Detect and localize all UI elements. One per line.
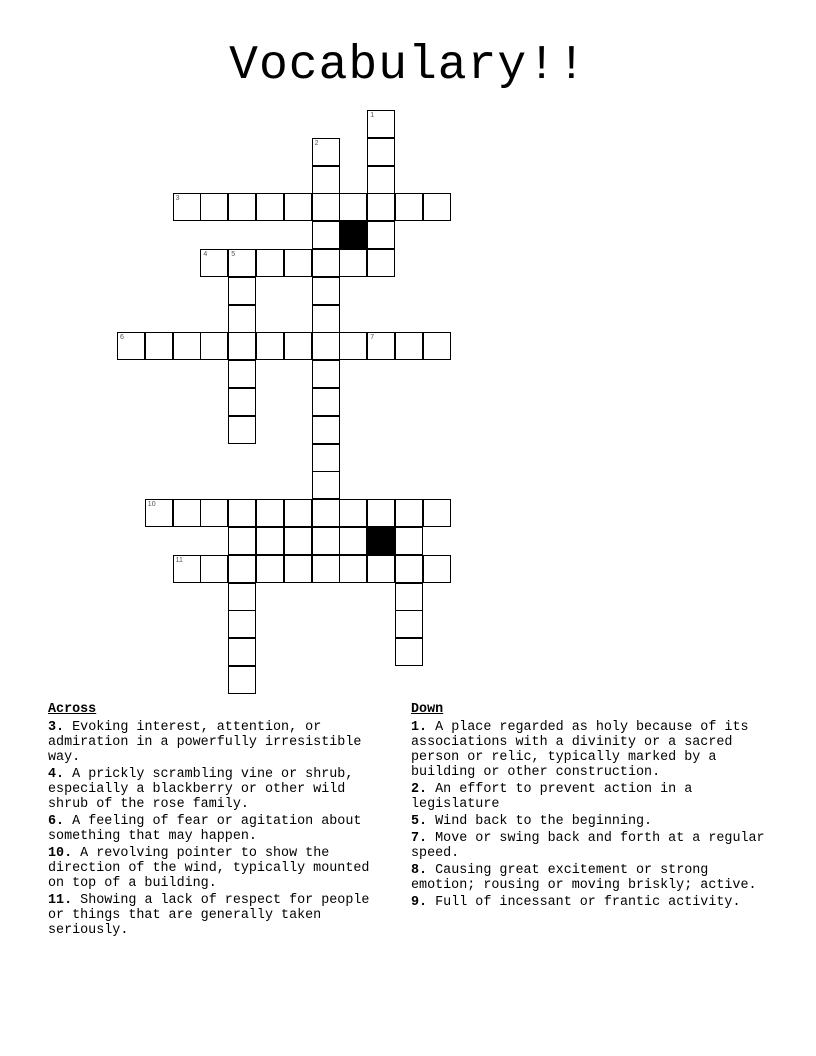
crossword-cell[interactable]	[200, 499, 228, 527]
clue-number: 3.	[48, 720, 65, 735]
down-clues	[411, 702, 771, 912]
clue-number: 2.	[411, 782, 428, 797]
crossword-cell[interactable]	[423, 193, 451, 221]
across-clue	[48, 846, 388, 891]
crossword-cell[interactable]	[367, 499, 395, 527]
crossword-cell[interactable]	[367, 221, 395, 249]
crossword-cell[interactable]	[395, 555, 423, 583]
clue-number-label: 3	[175, 195, 180, 203]
crossword-cell[interactable]	[367, 332, 395, 360]
crossword-cell[interactable]	[284, 499, 312, 527]
down-clue	[411, 831, 771, 861]
crossword-cell[interactable]	[339, 499, 367, 527]
crossword-cell[interactable]	[395, 583, 423, 611]
crossword-cell[interactable]	[312, 305, 340, 333]
crossword-cell[interactable]	[395, 527, 423, 555]
crossword-cell[interactable]	[339, 555, 367, 583]
crossword-cell[interactable]	[339, 193, 367, 221]
crossword-cell[interactable]	[228, 638, 256, 666]
crossword-cell[interactable]	[312, 527, 340, 555]
clue-text: A prickly scrambling vine or shrub, especially a blackberry or other wild shrub of the rose family.	[48, 767, 354, 812]
page-title: Vocabulary!!	[229, 39, 587, 93]
crossword-cell[interactable]	[200, 555, 228, 583]
crossword-block	[367, 527, 395, 555]
crossword-cell[interactable]	[200, 193, 228, 221]
crossword-cell[interactable]	[228, 249, 256, 277]
down-clue	[411, 895, 771, 910]
crossword-cell[interactable]	[312, 277, 340, 305]
crossword-cell[interactable]	[228, 666, 256, 694]
crossword-cell[interactable]	[284, 249, 312, 277]
crossword-cell[interactable]	[312, 249, 340, 277]
crossword-block	[339, 221, 367, 249]
clue-number-label: 6	[120, 334, 124, 342]
clue-number-label: 10	[147, 501, 156, 509]
crossword-cell[interactable]	[145, 499, 173, 527]
crossword-cell[interactable]	[228, 555, 256, 583]
clue-number: 1.	[411, 720, 428, 735]
clue-number-label: 4	[203, 251, 208, 258]
clue-number: 10.	[48, 846, 73, 861]
across-clue	[48, 893, 388, 938]
crossword-cell[interactable]	[228, 332, 256, 360]
crossword-cell[interactable]	[228, 305, 256, 333]
crossword-cell[interactable]	[173, 332, 201, 360]
clue-text: Move or swing back and forth at a regular speed.	[411, 831, 765, 861]
clue-text: Causing great excitement or strong emotion; rousing or moving briskly; active.	[411, 863, 757, 893]
crossword-cell[interactable]	[145, 332, 173, 360]
crossword-cell[interactable]	[312, 471, 340, 499]
clue-number: 5.	[411, 814, 428, 829]
crossword-cell[interactable]	[339, 249, 367, 277]
crossword-cell[interactable]	[117, 332, 145, 360]
crossword-cell[interactable]	[312, 499, 340, 527]
clue-text: Full of incessant or frantic activity.	[435, 895, 741, 910]
crossword-cell[interactable]	[423, 555, 451, 583]
down-clue	[411, 863, 771, 893]
crossword-cell[interactable]	[395, 610, 423, 638]
crossword-cell[interactable]	[256, 527, 284, 555]
across-clue	[48, 720, 388, 765]
crossword-cell[interactable]	[228, 388, 256, 416]
down-clue	[411, 782, 771, 812]
clue-text: Showing a lack of respect for people or things that are generally taken seriously.	[48, 893, 370, 938]
clue-number-label: 5	[231, 251, 236, 258]
clue-number: 11.	[48, 893, 73, 908]
clue-text: A place regarded as holy because of its associations with a divinity or a sacred person or relic, typically marked by a building or other construction.	[411, 720, 749, 780]
crossword-cell[interactable]	[228, 527, 256, 555]
clue-text: A feeling of fear or agitation about something that may happen.	[48, 814, 362, 844]
crossword-cell[interactable]	[312, 138, 340, 166]
crossword-cell[interactable]	[395, 638, 423, 666]
crossword-cell[interactable]	[228, 416, 256, 444]
down-clue	[411, 720, 771, 780]
crossword-cell[interactable]	[312, 221, 340, 249]
across-clues	[48, 702, 388, 940]
clue-text: An effort to prevent action in a legislature	[411, 782, 693, 812]
crossword-cell[interactable]	[284, 555, 312, 583]
across-clue	[48, 767, 388, 812]
clue-number-label: 1	[370, 112, 375, 119]
crossword-cell[interactable]	[312, 166, 340, 194]
crossword-cell[interactable]	[339, 332, 367, 360]
clue-text: Evoking interest, attention, or admiration in a powerfully irresistible way.	[48, 720, 362, 765]
crossword-cell[interactable]	[367, 555, 395, 583]
crossword-cell[interactable]	[395, 193, 423, 221]
crossword-cell[interactable]	[228, 583, 256, 611]
crossword-cell[interactable]	[312, 332, 340, 360]
crossword-cell[interactable]	[200, 332, 228, 360]
crossword-cell[interactable]	[312, 416, 340, 444]
clue-number-label: 7	[370, 334, 375, 342]
crossword-cell[interactable]	[312, 388, 340, 416]
crossword-cell[interactable]	[256, 249, 284, 277]
crossword-cell[interactable]	[173, 499, 201, 527]
clue-number: 7.	[411, 831, 428, 846]
crossword-cell[interactable]	[367, 110, 395, 138]
crossword-cell[interactable]	[312, 444, 340, 472]
clue-text: Wind back to the beginning.	[435, 814, 653, 829]
crossword-cell[interactable]	[228, 610, 256, 638]
crossword-cell[interactable]	[423, 332, 451, 360]
crossword-cell[interactable]	[173, 555, 201, 583]
crossword-cell[interactable]	[312, 360, 340, 388]
clue-number: 9.	[411, 895, 428, 910]
crossword-cell[interactable]	[228, 277, 256, 305]
across-heading: Across	[48, 702, 97, 717]
crossword-cell[interactable]	[284, 527, 312, 555]
crossword-cell[interactable]	[367, 166, 395, 194]
crossword-cell[interactable]	[200, 249, 228, 277]
crossword-cell[interactable]	[367, 249, 395, 277]
crossword-cell[interactable]	[367, 138, 395, 166]
crossword-cell[interactable]	[256, 555, 284, 583]
crossword-cell[interactable]	[395, 499, 423, 527]
crossword-cell[interactable]	[284, 193, 312, 221]
crossword-cell[interactable]	[256, 332, 284, 360]
clue-number: 8.	[411, 863, 428, 878]
clue-text: A revolving pointer to show the direction of the wind, typically mounted on top of a building.	[48, 846, 370, 891]
crossword-cell[interactable]	[395, 332, 423, 360]
crossword-cell[interactable]	[339, 527, 367, 555]
crossword-cell[interactable]	[228, 360, 256, 388]
crossword-cell[interactable]	[284, 332, 312, 360]
clue-number-label: 2	[314, 139, 319, 147]
clue-number-label: 11	[175, 556, 183, 564]
crossword-cell[interactable]	[312, 193, 340, 221]
crossword-cell[interactable]	[228, 499, 256, 527]
crossword-cell[interactable]	[312, 555, 340, 583]
crossword-cell[interactable]	[423, 499, 451, 527]
across-clue	[48, 814, 388, 844]
clue-number: 4.	[48, 767, 65, 782]
crossword-cell[interactable]	[256, 499, 284, 527]
crossword-cell[interactable]	[228, 193, 256, 221]
crossword-cell[interactable]	[367, 193, 395, 221]
down-heading: Down	[411, 702, 444, 717]
crossword-cell[interactable]	[256, 193, 284, 221]
crossword-cell[interactable]	[173, 193, 201, 221]
clue-number: 6.	[48, 814, 65, 829]
down-clue	[411, 814, 771, 829]
